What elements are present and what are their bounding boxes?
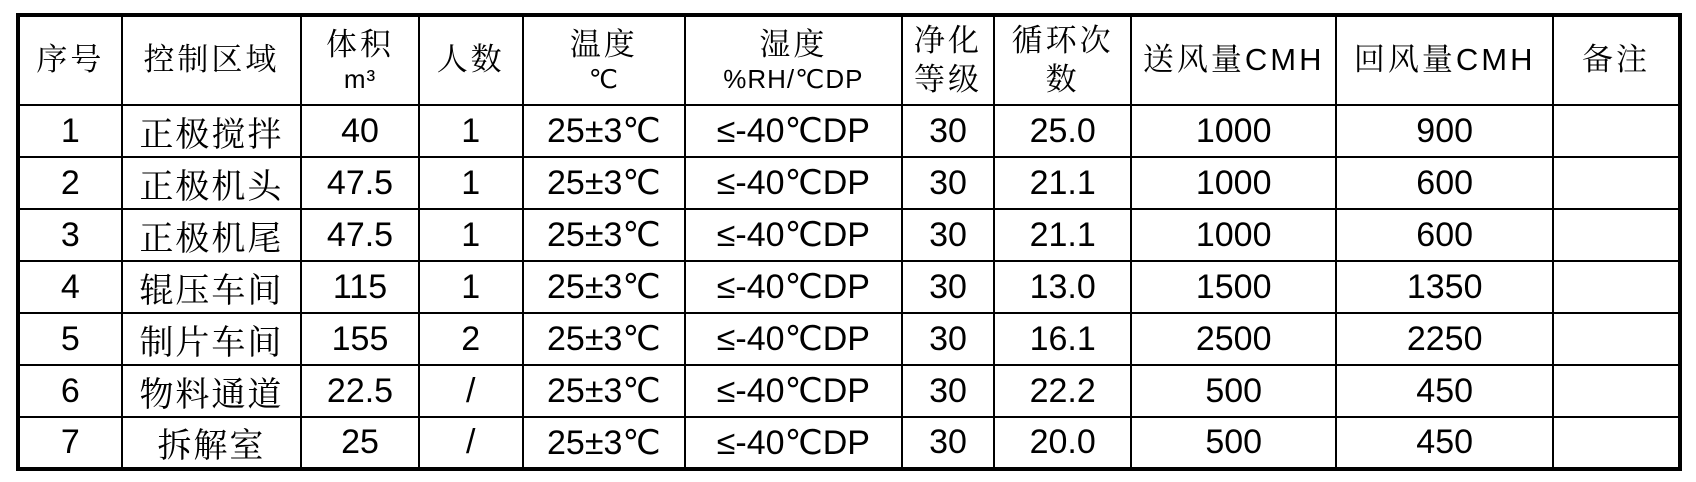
cell-clean-class: 30: [902, 417, 995, 469]
cell-return-air: 600: [1336, 157, 1553, 209]
cell-volume: 22.5: [301, 365, 419, 417]
column-header-sublabel: m³: [343, 63, 377, 94]
cell-index: 5: [18, 313, 122, 365]
column-header-label: 循环次: [1011, 22, 1114, 58]
cell-return-air: 450: [1336, 417, 1553, 469]
table-row: [18, 209, 1680, 261]
cell-temperature: 25±3℃: [523, 157, 686, 209]
table-row: [18, 313, 1680, 365]
cell-air-cycles: 13.0: [994, 261, 1131, 313]
cell-clean-class: 30: [902, 365, 995, 417]
cell-supply-air: 1000: [1131, 209, 1336, 261]
cell-clean-class: 30: [902, 105, 995, 157]
column-header-sublabel: 数: [1045, 61, 1080, 97]
cell-index: 3: [18, 209, 122, 261]
cell-area: 正极搅拌: [122, 105, 301, 157]
column-header-temperature: [523, 15, 686, 105]
cell-return-air: 450: [1336, 365, 1553, 417]
table-row: [18, 365, 1680, 417]
column-header-label: 序号: [36, 42, 105, 78]
cell-remarks: [1553, 417, 1680, 469]
cell-return-air: 600: [1336, 209, 1553, 261]
column-header-remarks: [1553, 15, 1680, 105]
cell-return-air: 2250: [1336, 313, 1553, 365]
cell-clean-class: 30: [902, 209, 995, 261]
column-header-supply-air: [1131, 15, 1336, 105]
cell-humidity: ≤-40℃DP: [685, 105, 902, 157]
cell-clean-class: 30: [902, 157, 995, 209]
cell-humidity: ≤-40℃DP: [685, 261, 902, 313]
cell-air-cycles: 16.1: [994, 313, 1131, 365]
cell-people: 1: [419, 209, 523, 261]
column-header-index: [18, 15, 122, 105]
table-row: [18, 157, 1680, 209]
cell-volume: 40: [301, 105, 419, 157]
cell-air-cycles: 20.0: [994, 417, 1131, 469]
cell-remarks: [1553, 209, 1680, 261]
cell-index: 2: [18, 157, 122, 209]
cell-air-cycles: 22.2: [994, 365, 1131, 417]
cell-volume: 155: [301, 313, 419, 365]
cell-remarks: [1553, 157, 1680, 209]
cell-index: 7: [18, 417, 122, 469]
hvac-spec-table: [16, 13, 1682, 471]
cell-air-cycles: 25.0: [994, 105, 1131, 157]
cell-area: 正极机头: [122, 157, 301, 209]
column-header-label: 送风量CMH: [1142, 42, 1325, 78]
cell-area: 制片车间: [122, 313, 301, 365]
column-header-sublabel: ℃: [588, 63, 619, 94]
column-header-label: 控制区域: [143, 42, 280, 78]
column-header-sublabel: 等级: [913, 61, 982, 97]
cell-volume: 115: [301, 261, 419, 313]
cell-supply-air: 500: [1131, 417, 1336, 469]
column-header-return-air: [1336, 15, 1553, 105]
cell-area: 拆解室: [122, 417, 301, 469]
cell-volume: 47.5: [301, 209, 419, 261]
cell-people: 1: [419, 105, 523, 157]
column-header-label: 温度: [569, 27, 638, 63]
cell-remarks: [1553, 261, 1680, 313]
cell-temperature: 25±3℃: [523, 261, 686, 313]
cell-area: 正极机尾: [122, 209, 301, 261]
column-header-humidity: [685, 15, 902, 105]
table-header: [18, 15, 1680, 105]
table-row: [18, 105, 1680, 157]
table-row: [18, 261, 1680, 313]
column-header-label: 湿度: [759, 27, 828, 63]
cell-people: 1: [419, 261, 523, 313]
cell-index: 4: [18, 261, 122, 313]
table-body: [18, 105, 1680, 469]
cell-temperature: 25±3℃: [523, 365, 686, 417]
spec-table-container: [16, 13, 1682, 467]
cell-temperature: 25±3℃: [523, 313, 686, 365]
cell-air-cycles: 21.1: [994, 209, 1131, 261]
table-row: [18, 417, 1680, 469]
column-header-label: 净化: [913, 22, 982, 58]
cell-temperature: 25±3℃: [523, 417, 686, 469]
column-header-label: 体积: [326, 27, 395, 63]
cell-remarks: [1553, 105, 1680, 157]
cell-clean-class: 30: [902, 313, 995, 365]
cell-supply-air: 1500: [1131, 261, 1336, 313]
cell-people: /: [419, 417, 523, 469]
cell-temperature: 25±3℃: [523, 209, 686, 261]
cell-humidity: ≤-40℃DP: [685, 157, 902, 209]
column-header-label: 备注: [1581, 42, 1650, 78]
cell-volume: 47.5: [301, 157, 419, 209]
cell-supply-air: 2500: [1131, 313, 1336, 365]
cell-index: 6: [18, 365, 122, 417]
cell-return-air: 900: [1336, 105, 1553, 157]
cell-supply-air: 500: [1131, 365, 1336, 417]
column-header-clean-class: [902, 15, 995, 105]
cell-volume: 25: [301, 417, 419, 469]
cell-people: 2: [419, 313, 523, 365]
column-header-volume: [301, 15, 419, 105]
cell-remarks: [1553, 313, 1680, 365]
cell-clean-class: 30: [902, 261, 995, 313]
cell-index: 1: [18, 105, 122, 157]
cell-remarks: [1553, 365, 1680, 417]
cell-humidity: ≤-40℃DP: [685, 365, 902, 417]
header-row: [18, 15, 1680, 105]
cell-humidity: ≤-40℃DP: [685, 313, 902, 365]
cell-humidity: ≤-40℃DP: [685, 209, 902, 261]
column-header-air-cycles: [994, 15, 1131, 105]
column-header-label: 人数: [436, 42, 505, 78]
column-header-area: [122, 15, 301, 105]
cell-supply-air: 1000: [1131, 157, 1336, 209]
cell-people: /: [419, 365, 523, 417]
cell-area: 物料通道: [122, 365, 301, 417]
cell-area: 辊压车间: [122, 261, 301, 313]
cell-temperature: 25±3℃: [523, 105, 686, 157]
column-header-people: [419, 15, 523, 105]
cell-return-air: 1350: [1336, 261, 1553, 313]
cell-air-cycles: 21.1: [994, 157, 1131, 209]
cell-people: 1: [419, 157, 523, 209]
column-header-sublabel: %RH/℃DP: [723, 63, 864, 94]
cell-humidity: ≤-40℃DP: [685, 417, 902, 469]
column-header-label: 回风量CMH: [1353, 42, 1536, 78]
cell-supply-air: 1000: [1131, 105, 1336, 157]
